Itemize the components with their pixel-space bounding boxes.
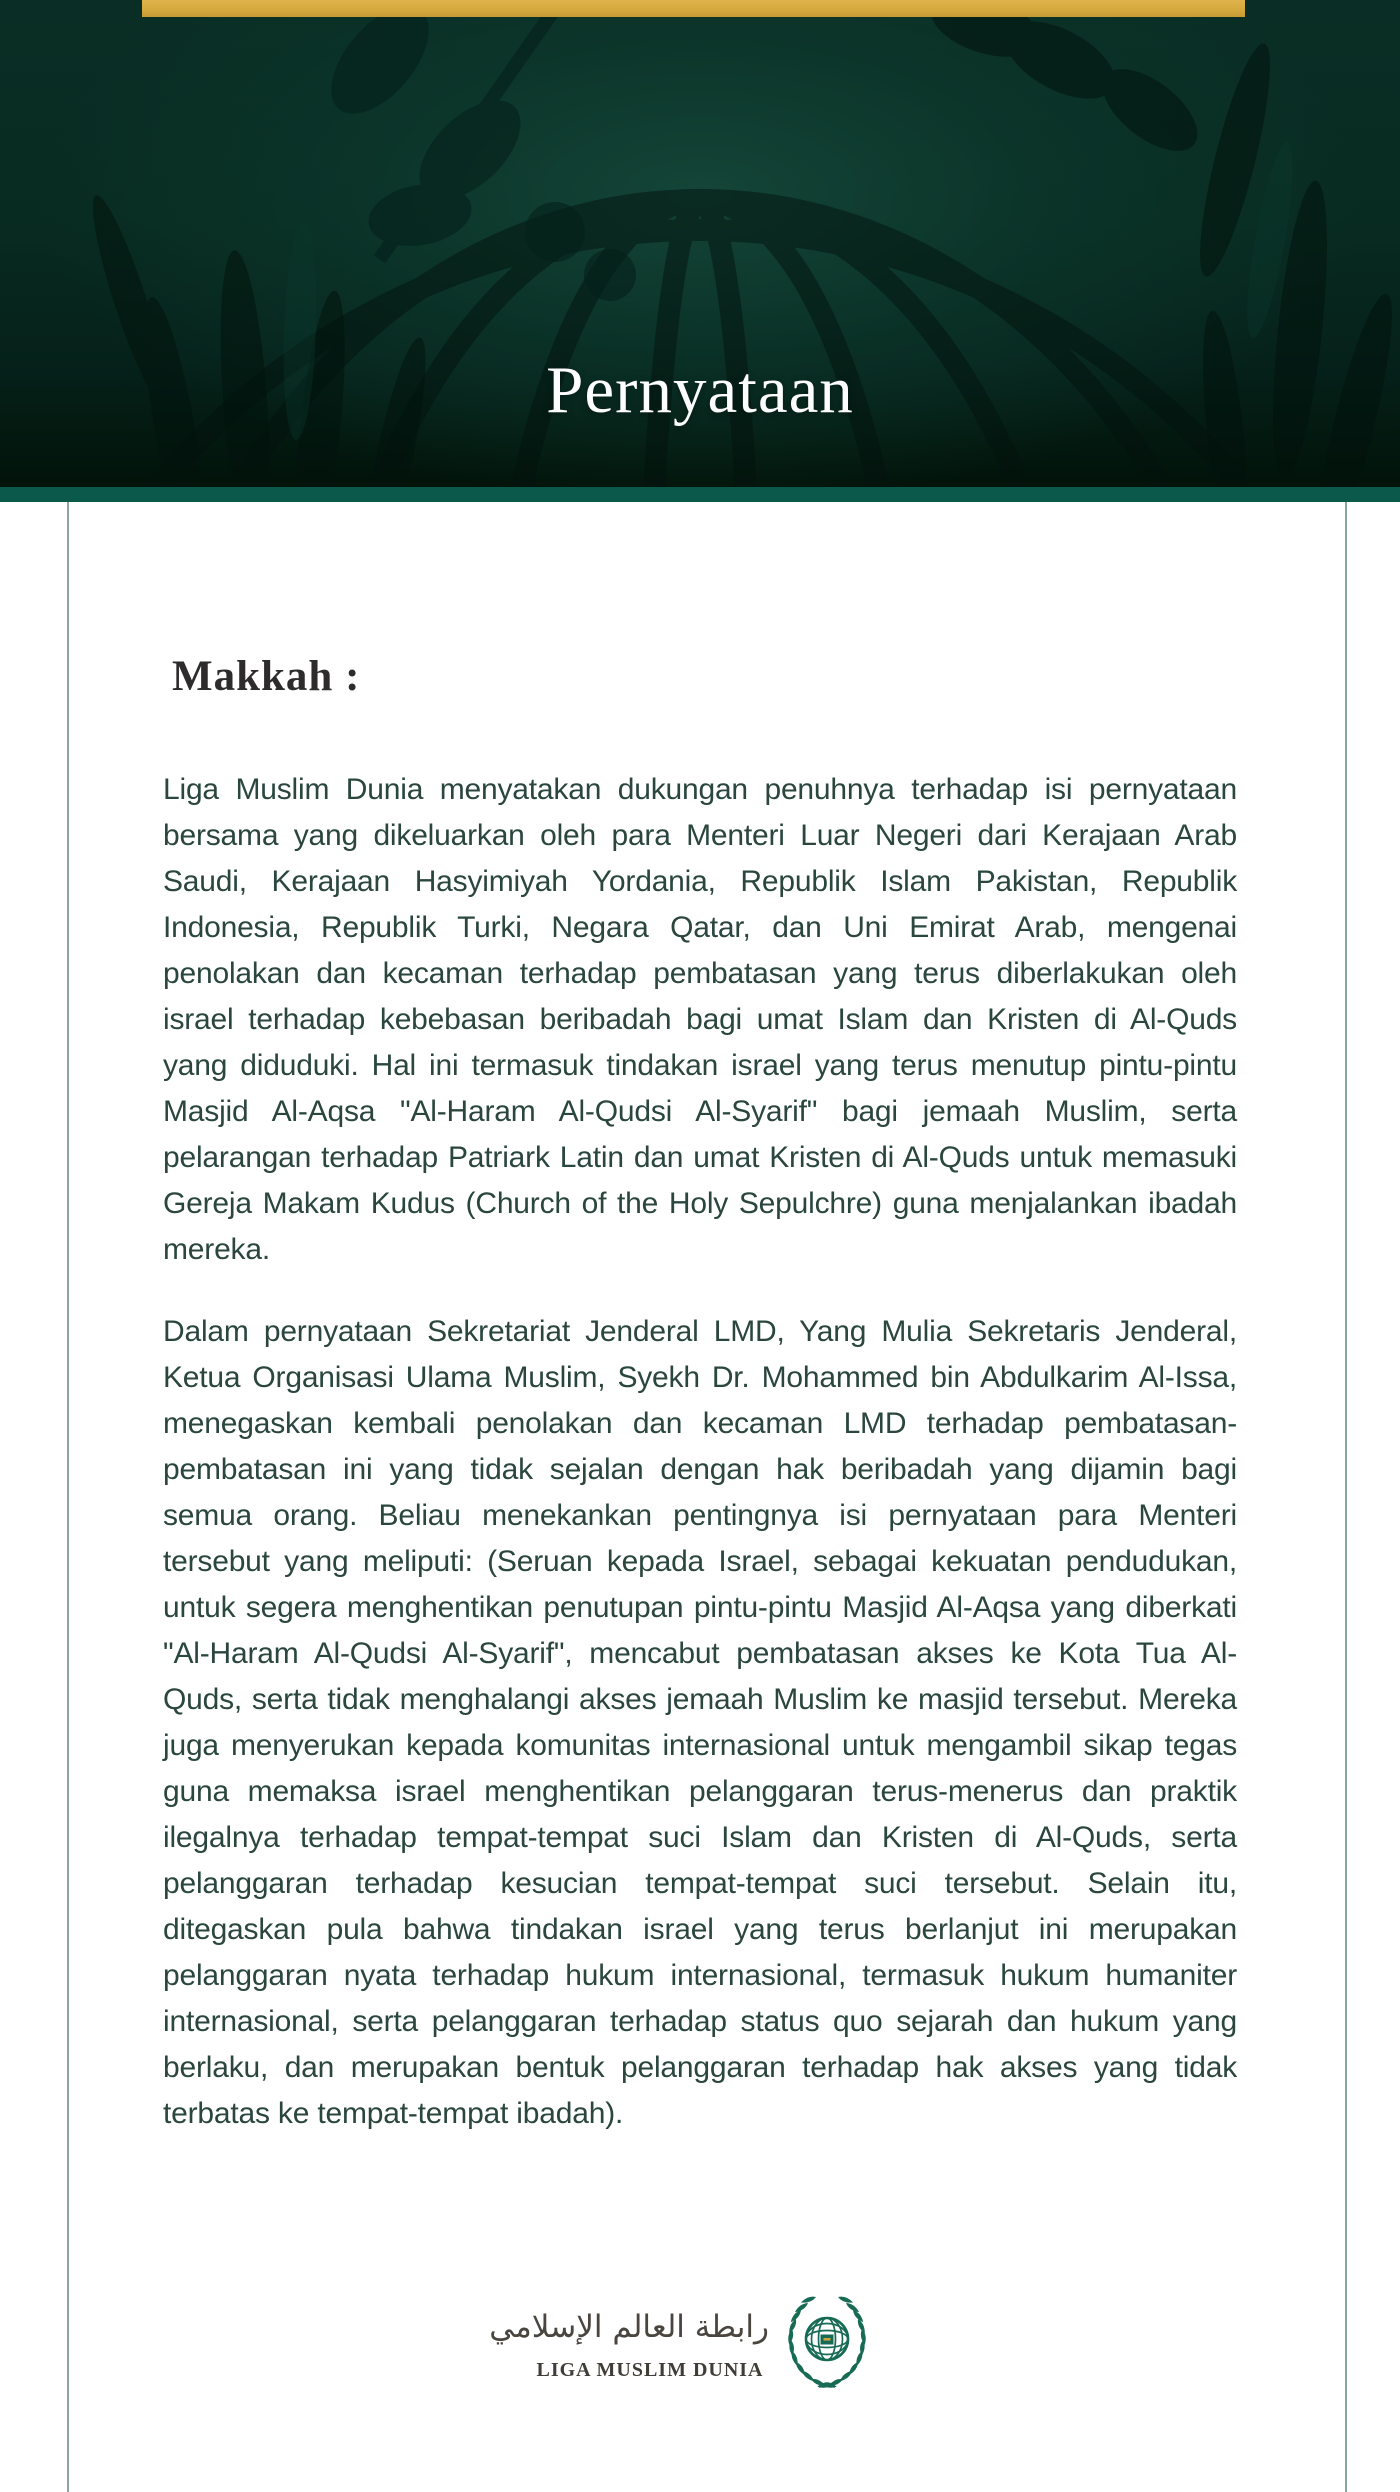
globe-wreath-icon: [785, 2292, 869, 2388]
left-margin-rule: [67, 502, 69, 2492]
header-divider: [0, 487, 1400, 502]
statement-paragraph: Dalam pernyataan Sekretariat Jenderal LMD, Yang Mulia Sekretaris Jenderal, Ketua Organisasi Ulama Muslim, Syekh Dr. Mohammed bin Abdulkarim Al-Issa, menegaskan kembali penolakan dan kecaman LMD terhadap pembatasan-pembatasan ini yang tidak sejalan dengan hak beribadah yang dijamin bagi semua orang. Beliau menekankan pentingnya isi pernyataan para Menteri tersebut yang meliputi: (Seruan kepada Israel, sebagai kekuatan pendudukan, untuk segera menghentikan penutupan pintu-pintu Masjid Al-Aqsa yang diberkati "Al-Haram Al-Qudsi Al-Syarif", mencabut pembatasan akses ke Kota Tua Al-Quds, serta tidak menghalangi akses jemaah Muslim ke masjid tersebut. Mereka juga menyerukan kepada komunitas internasional untuk mengambil sikap tegas guna memaksa israel menghentikan pelanggaran terus-menerus dan praktik ilegalnya terhadap tempat-tempat suci Islam dan Kristen di Al-Quds, serta pelanggaran terhadap kesucian tempat-tempat suci tersebut. Selain itu, ditegaskan pula bahwa tindakan israel yang terus berlanjut ini merupakan pelanggaran nyata terhadap hukum internasional, termasuk hukum humaniter internasional, serta pelanggaran terhadap status quo sejarah dan hukum yang berlaku, dan merupakan bentuk pelanggaran terhadap hak akses yang tidak terbatas ke tempat-tempat ibadah).: [163, 1315, 1237, 2130]
city-heading: Makkah :: [172, 653, 361, 700]
kaaba-gold-band: [824, 2338, 831, 2341]
globe: [806, 2318, 848, 2360]
arabic-calligraphy-logotype: رابطة العالم الإسلامي: [489, 2308, 769, 2345]
statement-body: [163, 502, 1237, 2137]
gold-accent-bar: [142, 0, 1245, 17]
header-banner: [0, 0, 1400, 487]
page-title: Pernyataan: [546, 353, 854, 427]
globe-arcs: [0, 200, 1400, 487]
statement-paragraph: Liga Muslim Dunia menyatakan dukungan penuhnya terhadap isi pernyataan bersama yang dikeluarkan oleh para Menteri Luar Negeri dari Kerajaan Arab Saudi, Kerajaan Hasyimiyah Yordania, Republik Islam Pakistan, Republik Indonesia, Republik Turki, Negara Qatar, dan Uni Emirat Arab, mengenai penolakan dan kecaman terhadap pembatasan yang terus diberlakukan oleh israel terhadap kebebasan beribadah bagi umat Islam dan Kristen di Al-Quds yang diduduki. Hal ini termasuk tindakan israel yang terus menutup pintu-pintu Masjid Al-Aqsa "Al-Haram Al-Qudsi Al-Syarif" bagi jemaah Muslim, serta pelarangan terhadap Patriark Latin dan umat Kristen di Al-Quds untuk memasuki Gereja Makam Kudus (Church of the Holy Sepulchre) guna menjalankan ibadah mereka.: [163, 773, 1237, 1266]
logo-text-column: [489, 2299, 769, 2382]
organization-logo: [0, 2292, 1400, 2388]
logo-caption: LIGA MUSLIM DUNIA: [536, 2358, 764, 2381]
right-margin-rule: [1345, 502, 1347, 2492]
